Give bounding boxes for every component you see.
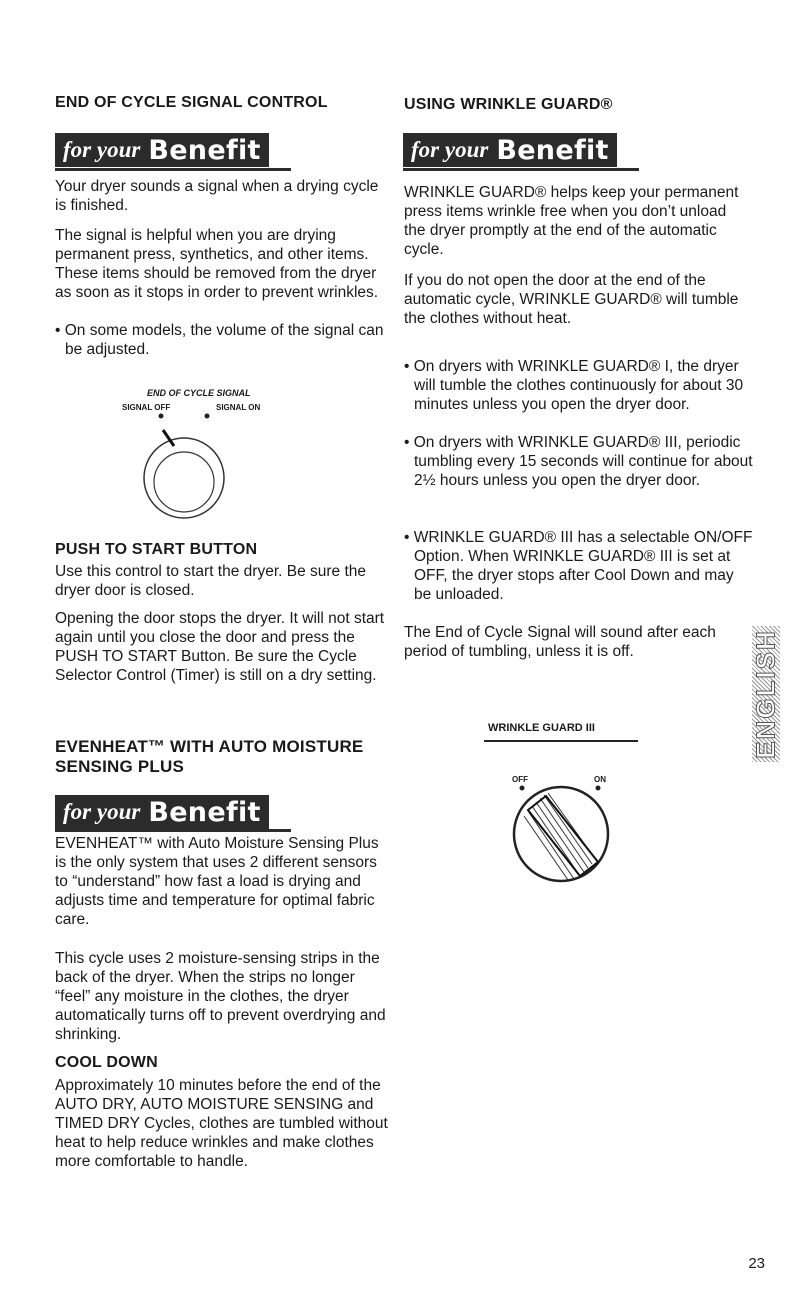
benefit-rule	[403, 168, 639, 171]
signal-on-dot	[205, 414, 210, 419]
signal-on-label: SIGNAL ON	[216, 403, 261, 412]
wrinkle-bullet1: • On dryers with WRINKLE GUARD® I, the dryer will tumble the clothes continuously for about 30 minutes unless you open the dryer door.	[404, 358, 744, 413]
benefit-rule	[55, 829, 291, 832]
wrinkle-dial-rule	[484, 740, 638, 742]
benefit-banner	[55, 133, 269, 171]
evenheat-p1: EVENHEAT™ with Auto Moisture Sensing Plus is the only system that uses 2 different sensors to “understand” how fast a load is drying and adjusts time and temperature for optimal fabric care.	[55, 835, 379, 928]
wrinkle-bullet3: • WRINKLE GUARD® III has a selectable ON/OFF Option. When WRINKLE GUARD® III is set at OFF, the dryer stops after Cool Down and may be unloaded.	[404, 529, 753, 603]
signal-dial-title: END OF CYCLE SIGNAL	[147, 388, 251, 398]
wrinkle-dial-outer	[514, 787, 608, 881]
end-signal-p2: The signal is helpful when you are drying permanent press, synthetics, and other items. These items should be removed from the dryer as soon as it stops in order to prevent wrinkles.	[55, 227, 379, 301]
cool-down-heading: COOL DOWN	[55, 1054, 158, 1071]
benefit-banner	[403, 133, 617, 171]
benefit-for-your: for your	[411, 137, 489, 162]
wrinkle-dial-title: WRINKLE GUARD III	[488, 722, 595, 734]
wrinkle-off-dot	[520, 786, 525, 791]
side-tab-label: ENGLISH	[750, 629, 781, 759]
end-signal-heading: END OF CYCLE SIGNAL CONTROL	[55, 94, 328, 111]
end-signal-bullet1: • On some models, the volume of the signal can be adjusted.	[55, 322, 384, 358]
signal-off-label: SIGNAL OFF	[122, 403, 171, 412]
wrinkle-on-label: ON	[594, 775, 606, 784]
benefit-word: Benefit	[496, 134, 609, 166]
evenheat-heading	[55, 737, 390, 777]
benefit-word: Benefit	[148, 796, 261, 828]
signal-dial-outer	[144, 438, 224, 518]
wrinkle-off-label: OFF	[512, 775, 528, 784]
page-number: 23	[748, 1255, 765, 1272]
wrinkle-p3: The End of Cycle Signal will sound after each period of tumbling, unless it is off.	[404, 624, 716, 660]
signal-dial-knob[interactable]	[140, 410, 280, 540]
wrinkle-bullet2: • On dryers with WRINKLE GUARD® III, periodic tumbling every 15 seconds will continue for about 2½ hours unless you open the dryer door.	[404, 434, 753, 489]
evenheat-heading-line2: SENSING PLUS	[55, 757, 184, 776]
language-side-tab	[752, 626, 780, 762]
wrinkle-heading: USING WRINKLE GUARD®	[404, 96, 613, 113]
benefit-rule	[55, 168, 291, 171]
push-start-heading: PUSH TO START BUTTON	[55, 541, 258, 558]
evenheat-p2: This cycle uses 2 moisture-sensing strips in the back of the dryer. When the strips no longer “feel” any moisture in the clothes, the dryer automatically turns off to prevent overdrying and shrinking.	[55, 950, 386, 1043]
end-signal-p1: Your dryer sounds a signal when a drying cycle is finished.	[55, 178, 379, 214]
benefit-for-your: for your	[63, 137, 141, 162]
push-start-p1: Use this control to start the dryer. Be sure the dryer door is closed.	[55, 563, 367, 599]
evenheat-heading-line1: EVENHEAT™ WITH AUTO MOISTURE	[55, 737, 364, 756]
benefit-for-your: for your	[63, 799, 141, 824]
wrinkle-p2: If you do not open the door at the end of the automatic cycle, WRINKLE GUARD® will tumble the clothes without heat.	[404, 272, 739, 327]
signal-dial-inner	[154, 452, 214, 512]
push-start-p2: Opening the door stops the dryer. It will not start again until you close the door and press the PUSH TO START Button. Be sure the Cycle Selector Control (Timer) is still on a dry setting.	[55, 610, 385, 684]
wrinkle-p1: WRINKLE GUARD® helps keep your permanent press items wrinkle free when you don’t unload the dryer promptly at the end of the automatic cycle.	[404, 184, 739, 258]
signal-off-dot	[159, 414, 164, 419]
wrinkle-dial-knob[interactable]	[500, 784, 620, 894]
benefit-banner	[55, 795, 269, 833]
wrinkle-on-dot	[596, 786, 601, 791]
cool-down-p1: Approximately 10 minutes before the end of the AUTO DRY, AUTO MOISTURE SENSING and TIMED DRY Cycles, clothes are tumbled without heat to help reduce wrinkles and make clothes more comfortable to handle.	[55, 1077, 388, 1170]
benefit-word: Benefit	[148, 134, 261, 166]
